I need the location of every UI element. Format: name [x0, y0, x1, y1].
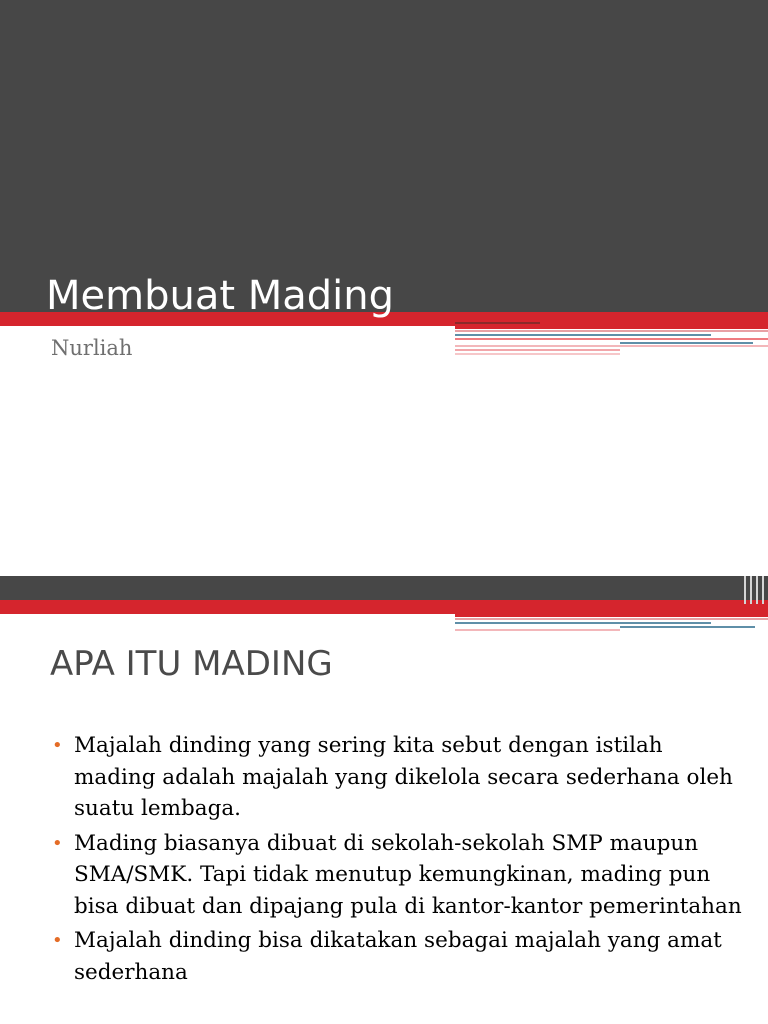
red-accent-bar-tail	[455, 614, 768, 617]
slide-heading: APA ITU MADING	[50, 644, 333, 684]
bullet-list	[52, 730, 742, 991]
bullet-item	[52, 925, 742, 988]
decor-vline	[762, 576, 764, 604]
content-slide	[0, 576, 768, 1024]
bullet-dot-icon: •	[52, 735, 63, 756]
decor-stripe	[455, 334, 711, 336]
dark-header-band	[0, 576, 768, 602]
slide-subtitle: Nurliah	[51, 336, 133, 360]
red-accent-bar	[0, 600, 768, 614]
bullet-dot-icon: •	[52, 930, 63, 951]
decor-stripe	[455, 353, 620, 355]
decor-vline	[744, 576, 746, 604]
bullet-dot-icon: •	[52, 832, 63, 854]
decor-stripe	[455, 345, 768, 347]
decor-vline	[750, 576, 752, 604]
decor-stripe	[455, 629, 620, 631]
decor-stripe	[455, 322, 540, 324]
slide-title: Membuat Mading	[46, 273, 395, 319]
decor-stripe	[455, 330, 768, 332]
decor-stripe	[455, 622, 711, 624]
bullet-text: Majalah dinding bisa dikatakan sebagai majalah yang amat sederhana	[74, 928, 722, 985]
bullet-item	[52, 730, 742, 825]
decor-stripe	[620, 626, 755, 628]
dark-header-band	[0, 0, 768, 314]
decor-vline	[756, 576, 758, 604]
bullet-item	[52, 828, 742, 923]
decor-stripe	[455, 338, 768, 340]
decor-stripe	[455, 618, 768, 620]
red-accent-bar-tail	[455, 326, 768, 329]
decor-stripe	[620, 342, 753, 344]
bullet-text: Majalah dinding yang sering kita sebut dengan istilah mading adalah majalah yang dikelola secara sederhana oleh suatu lembaga.	[74, 733, 733, 821]
bullet-text: Mading biasanya dibuat di sekolah-sekolah SMP maupun SMA/SMK. Tapi tidak menutup kemungkinan, mading pun bisa dibuat dan dipajang pula di kantor-kantor pemerintahan	[74, 830, 742, 919]
decor-stripe	[455, 349, 620, 351]
